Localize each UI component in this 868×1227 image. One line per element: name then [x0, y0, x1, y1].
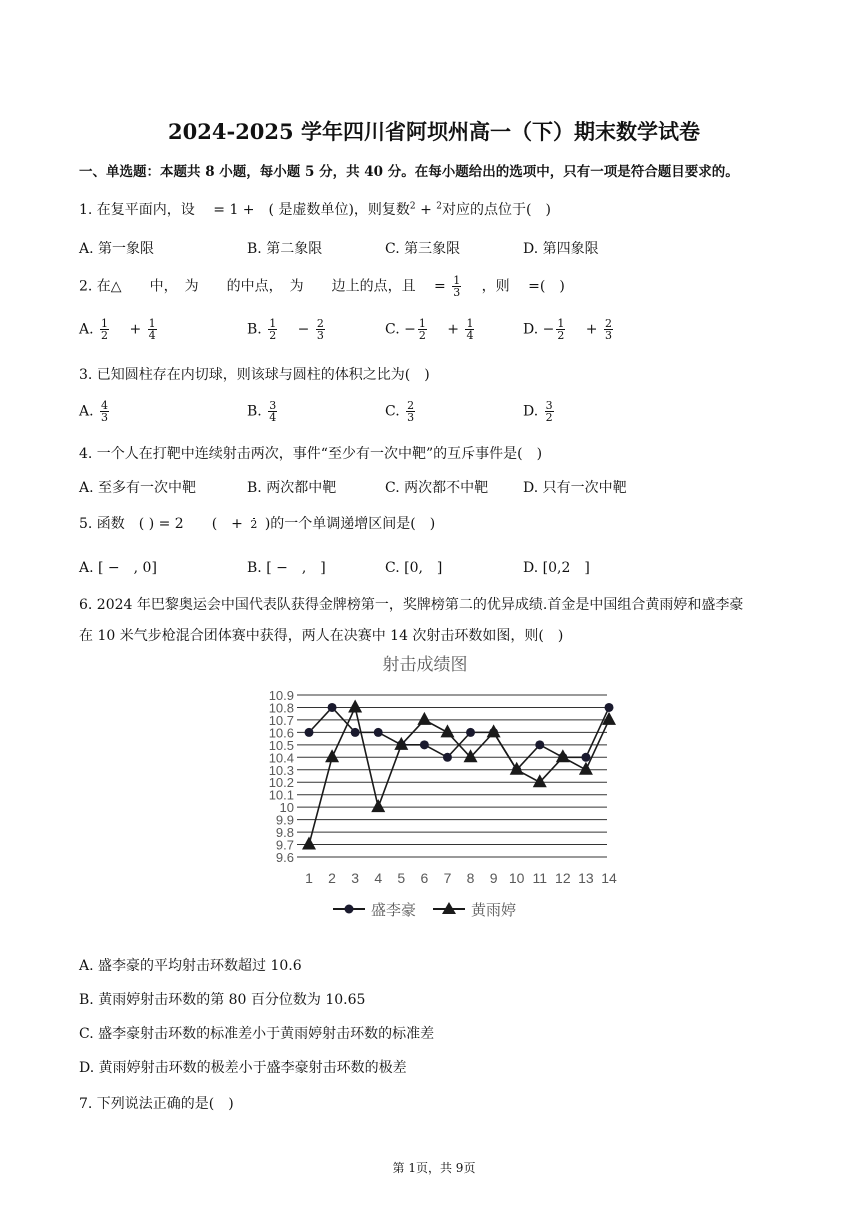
q2-stem-part-b: ，则 =( ) [467, 278, 565, 295]
x-tick-label: 13 [578, 870, 594, 886]
q2-option-fraction [316, 318, 325, 341]
q1-superscript-a: 2 [409, 201, 416, 212]
numerator: 1 [418, 317, 426, 330]
denominator: 4 [148, 329, 156, 342]
q2-fraction-denominator: 3 [453, 286, 461, 299]
numerator: 2 [407, 399, 415, 412]
q2-option-d [523, 318, 615, 341]
q5-stem-part-a: 5. 函数 ( ) = 2 ( + [79, 516, 243, 532]
q2-option-prefix: D. − [523, 321, 555, 338]
q2-option-fraction [465, 318, 474, 341]
data-point-sheng [605, 703, 614, 712]
denominator: 4 [466, 329, 474, 342]
numerator: 1 [148, 317, 156, 330]
shooting-score-chart [255, 650, 625, 930]
q6-option-b: B. 黄雨婷射击环数的第 80 百分位数为 10.65 [79, 992, 366, 1008]
numerator: 1 [557, 317, 565, 330]
y-tick-label: 10.7 [268, 712, 294, 728]
y-tick-label: 10.9 [268, 688, 294, 703]
numerator: 2 [605, 317, 612, 330]
q1-option-b: B. 第二象限 [247, 241, 323, 257]
data-point-sheng [581, 753, 590, 762]
chart-legend [333, 901, 516, 919]
y-tick-label: 10.4 [268, 750, 294, 766]
q3-option-fraction [545, 400, 554, 423]
legend-label-sheng: 盛李豪 [371, 902, 417, 919]
y-tick-label: 10.8 [268, 700, 294, 716]
page-footer: 第 1页，共 9页 [392, 1161, 476, 1175]
legend-label-huang: 黄雨婷 [471, 902, 517, 919]
x-tick-label: 11 [532, 870, 548, 886]
data-point-sheng [443, 753, 452, 762]
numerator: 2 [316, 317, 324, 330]
q3-option-fraction [268, 400, 277, 423]
q4-option-d: D. 只有一次中靶 [523, 480, 627, 496]
q1-option-a: A. 第一象限 [79, 241, 155, 257]
series-line-huang [309, 707, 609, 844]
numerator: 1 [269, 317, 277, 330]
data-point-huang [302, 837, 316, 850]
x-tick-label: 1 [305, 870, 313, 886]
y-tick-label: 10.1 [268, 787, 294, 803]
data-point-huang [579, 762, 593, 775]
x-tick-label: 4 [374, 870, 383, 886]
q2-option-operator: + [111, 321, 146, 338]
q3-option-prefix: D. [523, 403, 543, 420]
q1-superscript-b: 2 [436, 201, 443, 212]
q5-fraction-denominator: 2 [250, 518, 258, 531]
q4-option-b: B. 两次都中靶 [247, 480, 337, 496]
q6-option-d: D. 黄雨婷射击环数的极差小于盛李豪射击环数的极差 [79, 1060, 407, 1076]
question-2-stem [79, 275, 565, 298]
denominator: 3 [605, 329, 612, 342]
q1-stem-part-b: + [415, 202, 437, 218]
q2-option-fraction [268, 318, 277, 341]
q5-option-a: A. [ − , 0] [79, 560, 157, 576]
q2-option-fraction [604, 318, 613, 341]
q5-option-c: C. [0, ] [385, 560, 443, 576]
q2-option-fraction [418, 318, 427, 341]
question-6-line-2: 在 10 米气步枪混合团体赛中获得，两人在决赛中 14 次射击环数如图，则( ) [79, 628, 564, 644]
data-point-sheng [535, 740, 544, 749]
x-tick-label: 9 [489, 870, 498, 886]
q4-option-a: A. 至多有一次中靶 [79, 480, 197, 496]
denominator: 2 [101, 329, 109, 342]
question-3-stem: 3. 已知圆柱存在内切球，则该球与圆柱的体积之比为( ) [79, 367, 430, 383]
q4-option-c: C. 两次都不中靶 [385, 480, 489, 496]
q3-option-fraction [100, 400, 109, 423]
question-1-stem [79, 199, 551, 219]
data-point-huang [487, 724, 501, 737]
q3-option-prefix: C. [385, 403, 405, 420]
q6-option-a: A. 盛李豪的平均射击环数超过 10.6 [79, 958, 302, 974]
data-point-huang [417, 712, 431, 725]
q3-option-c [385, 400, 417, 423]
q1-stem-part-c: 对应的点位于( ) [442, 202, 551, 218]
q3-option-d [523, 400, 556, 423]
x-tick-label: 10 [508, 870, 525, 886]
chart-series [302, 699, 616, 849]
chart-x-tick-labels [305, 870, 617, 886]
q2-option-b [247, 318, 327, 341]
data-point-huang [556, 749, 570, 762]
x-tick-label: 7 [443, 870, 452, 886]
q5-option-b: B. [ − , ] [247, 560, 326, 576]
data-point-sheng [305, 728, 314, 737]
x-tick-label: 6 [420, 870, 429, 886]
data-point-sheng [328, 703, 337, 712]
chart-title: 射击成绩图 [382, 655, 468, 674]
q5-stem-part-b: )的一个单调递增区间是( ) [264, 516, 436, 532]
question-5-stem [79, 513, 435, 533]
q3-option-a [79, 400, 111, 423]
data-point-sheng [466, 728, 475, 737]
q3-option-b [247, 400, 279, 423]
x-tick-label: 12 [555, 870, 571, 886]
numerator: 1 [101, 317, 109, 330]
y-tick-label: 10.2 [268, 775, 294, 791]
x-tick-label: 8 [466, 870, 475, 886]
y-tick-label: 9.6 [275, 850, 294, 865]
x-tick-label: 2 [328, 870, 336, 886]
y-tick-label: 9.9 [275, 812, 294, 828]
y-tick-label: 9.7 [275, 837, 294, 853]
q5-fraction [249, 518, 258, 530]
x-tick-label: 5 [397, 870, 406, 886]
question-4-stem: 4. 一个人在打靶中连续射击两次，事件“至少有一次中靶”的互斥事件是( ) [79, 446, 543, 462]
q5-option-d: D. [0,2 ] [523, 560, 590, 576]
numerator: 3 [269, 399, 277, 412]
q6-option-c: C. 盛李豪射击环数的标准差小于黄雨婷射击环数的标准差 [79, 1026, 435, 1042]
y-tick-label: 10.6 [268, 725, 294, 741]
q2-stem-part-a: 2. 在△ 中， 为 的中点， 为 边上的点，且 = [79, 278, 446, 295]
numerator: 3 [545, 399, 553, 412]
q2-option-c [385, 318, 476, 341]
q2-option-prefix: B. [247, 321, 267, 338]
q3-option-fraction [406, 400, 415, 423]
q1-option-d: D. 第四象限 [523, 241, 599, 257]
exam-title: 2024-2025 学年四川省阿坝州高一（下）期末数学试卷 [168, 119, 700, 144]
q2-fraction-numerator: 1 [453, 274, 461, 287]
x-tick-label: 14 [601, 870, 617, 886]
q2-option-fraction [100, 318, 109, 341]
denominator: 3 [316, 329, 324, 342]
y-tick-label: 9.8 [275, 825, 294, 841]
data-point-huang [371, 799, 385, 812]
q2-option-fraction [556, 318, 565, 341]
data-point-sheng [420, 740, 429, 749]
y-tick-label: 10.3 [268, 762, 294, 778]
q2-option-prefix: C. − [385, 321, 416, 338]
numerator: 4 [101, 399, 109, 412]
chart-svg [255, 650, 625, 930]
q2-option-a [79, 318, 159, 341]
q1-option-c: C. 第三象限 [385, 241, 461, 257]
question-7-stem: 7. 下列说法正确的是( ) [79, 1096, 234, 1112]
legend-circle-marker [345, 905, 354, 914]
q2-option-operator: + [428, 321, 464, 338]
q2-option-operator: + [567, 321, 602, 338]
data-point-sheng [351, 728, 360, 737]
denominator: 4 [269, 411, 277, 424]
section-heading: 一、单选题：本题共 8 小题，每小题 5 分，共 40 分。在每小题给出的选项中，只有一项是符合题目要求的。 [79, 164, 739, 180]
data-point-huang [325, 749, 339, 762]
q2-fraction [452, 275, 461, 298]
chart-y-tick-labels [269, 688, 294, 865]
denominator: 2 [269, 329, 277, 342]
q2-option-operator: − [279, 321, 314, 338]
denominator: 2 [557, 329, 565, 342]
y-tick-label: 10.5 [268, 737, 294, 753]
denominator: 3 [407, 411, 415, 424]
denominator: 3 [101, 411, 109, 424]
data-point-huang [348, 699, 362, 712]
numerator: 1 [466, 317, 474, 330]
q3-option-prefix: A. [79, 403, 99, 420]
q2-option-prefix: A. [79, 321, 99, 338]
x-tick-label: 3 [351, 870, 360, 886]
denominator: 2 [418, 329, 426, 342]
q3-option-prefix: B. [247, 403, 267, 420]
y-tick-label: 10 [279, 800, 294, 816]
data-point-sheng [374, 728, 383, 737]
data-point-huang [440, 724, 454, 737]
denominator: 2 [545, 411, 553, 424]
q1-stem-part-a: 1. 在复平面内，设 = 1 + ( 是虚数单位)，则复数 [79, 202, 410, 218]
question-6-line-1: 6. 2024 年巴黎奥运会中国代表队获得金牌榜第一，奖牌榜第二的优异成绩.首金是中国组合黄雨婷和盛李豪 [79, 597, 744, 613]
q2-option-fraction [148, 318, 157, 341]
